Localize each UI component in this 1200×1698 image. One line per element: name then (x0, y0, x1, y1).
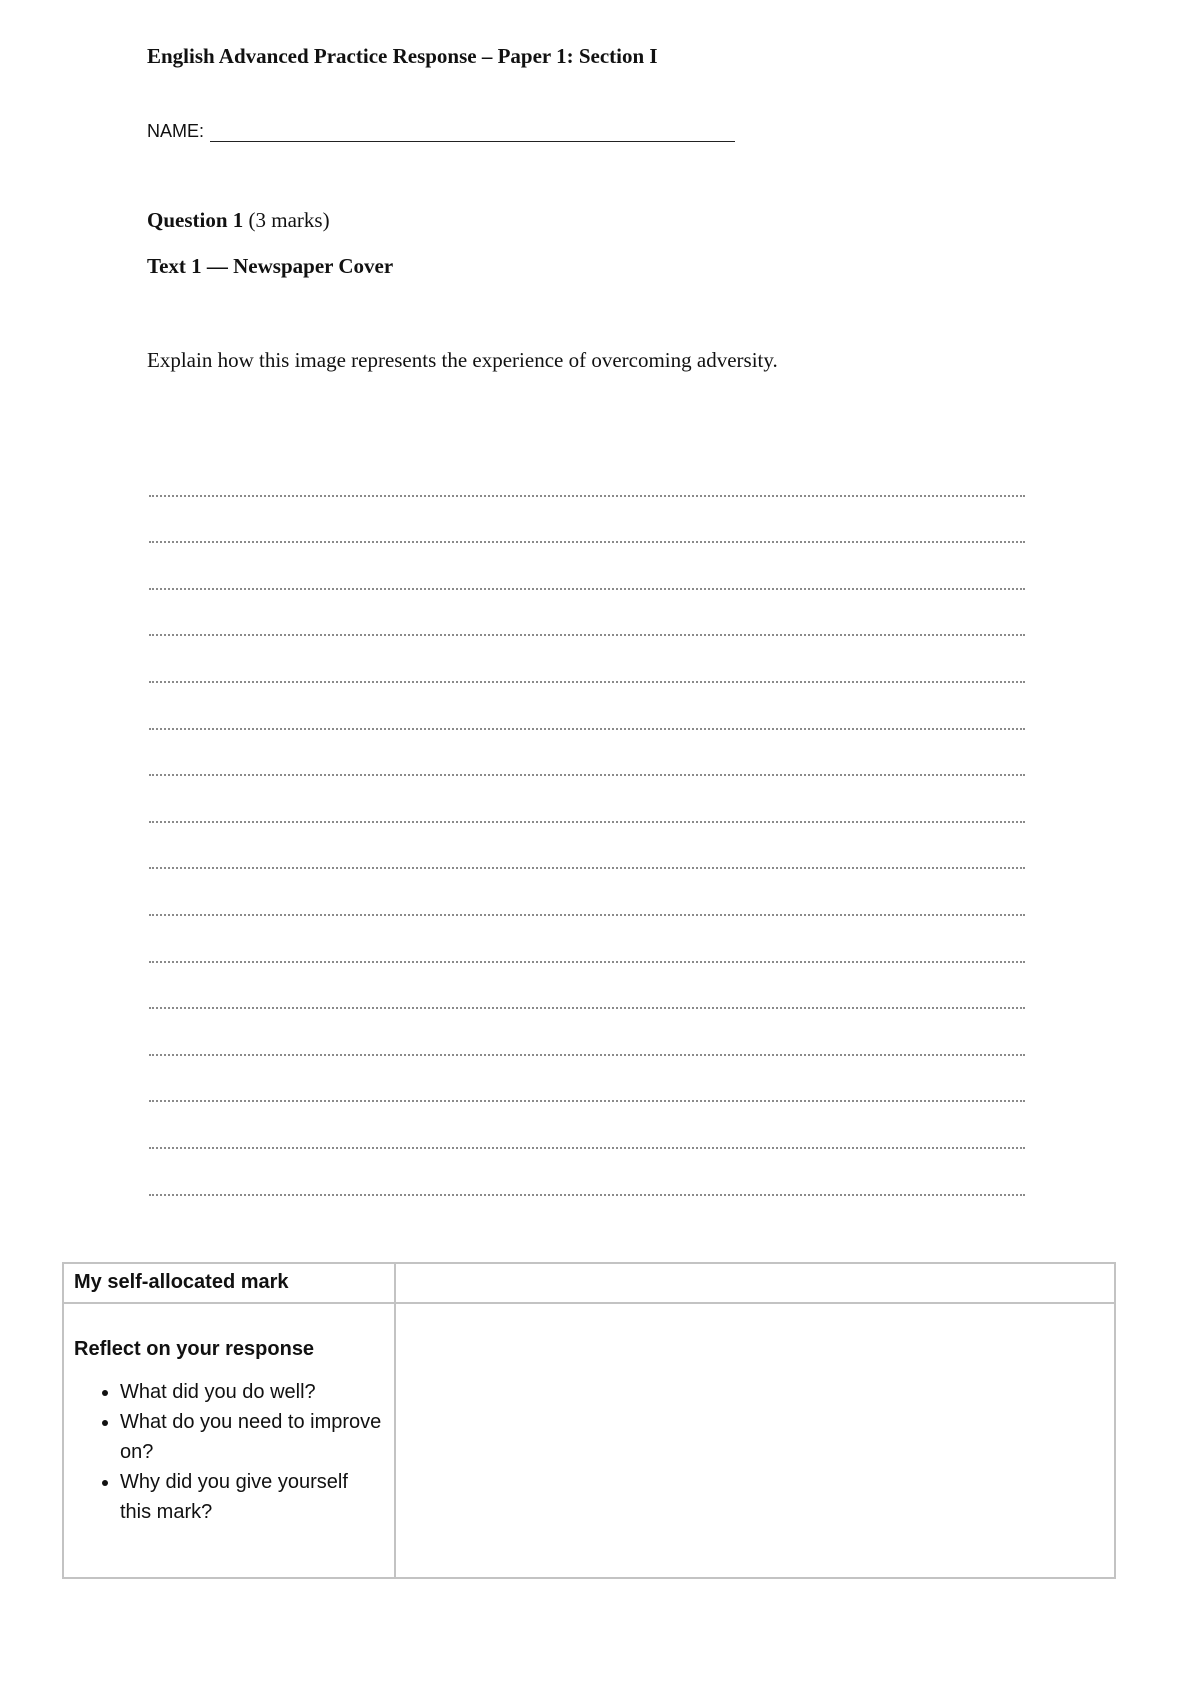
reflect-bullet-list (74, 1377, 384, 1527)
answer-line[interactable] (149, 1009, 1025, 1056)
answer-line[interactable] (149, 683, 1025, 730)
mark-label-cell (63, 1263, 395, 1303)
answer-area[interactable] (149, 450, 1025, 1196)
reflect-answer-cell[interactable] (395, 1303, 1115, 1578)
name-input-line[interactable] (210, 120, 735, 142)
mark-label: My self-allocated mark (74, 1271, 289, 1293)
mark-answer-cell[interactable] (395, 1263, 1115, 1303)
answer-line[interactable] (149, 590, 1025, 637)
answer-line[interactable] (149, 916, 1025, 963)
text-heading: Text 1 — Newspaper Cover (147, 254, 394, 278)
answer-line[interactable] (149, 497, 1025, 544)
question-marks: (3 marks) (248, 208, 330, 232)
question-label: Question 1 (147, 208, 244, 232)
answer-line[interactable] (149, 776, 1025, 823)
answer-line[interactable] (149, 869, 1025, 916)
answer-line[interactable] (149, 963, 1025, 1010)
question-prompt: Explain how this image represents the experience of overcoming adversity. (147, 348, 778, 372)
reflection-table (62, 1262, 1116, 1579)
name-label: NAME: (147, 121, 205, 141)
question-heading (147, 208, 330, 233)
answer-line[interactable] (149, 1102, 1025, 1149)
reflect-row (63, 1303, 1115, 1578)
mark-row (63, 1263, 1115, 1303)
answer-line[interactable] (149, 636, 1025, 683)
answer-line[interactable] (149, 730, 1025, 777)
answer-line[interactable] (149, 450, 1025, 497)
page-title: English Advanced Practice Response – Paper 1: Section I (147, 44, 658, 68)
name-row (147, 120, 735, 142)
reflect-bullet: • What did you do well? (120, 1377, 384, 1407)
answer-line[interactable] (149, 823, 1025, 870)
reflect-heading: Reflect on your response (74, 1338, 315, 1360)
reflect-bullet: • Why did you give yourself this mark? (120, 1467, 384, 1527)
answer-line[interactable] (149, 1056, 1025, 1103)
reflect-label-cell (63, 1303, 395, 1578)
reflect-bullet: • What do you need to improve on? (120, 1407, 384, 1467)
answer-line[interactable] (149, 543, 1025, 590)
answer-line[interactable] (149, 1149, 1025, 1196)
